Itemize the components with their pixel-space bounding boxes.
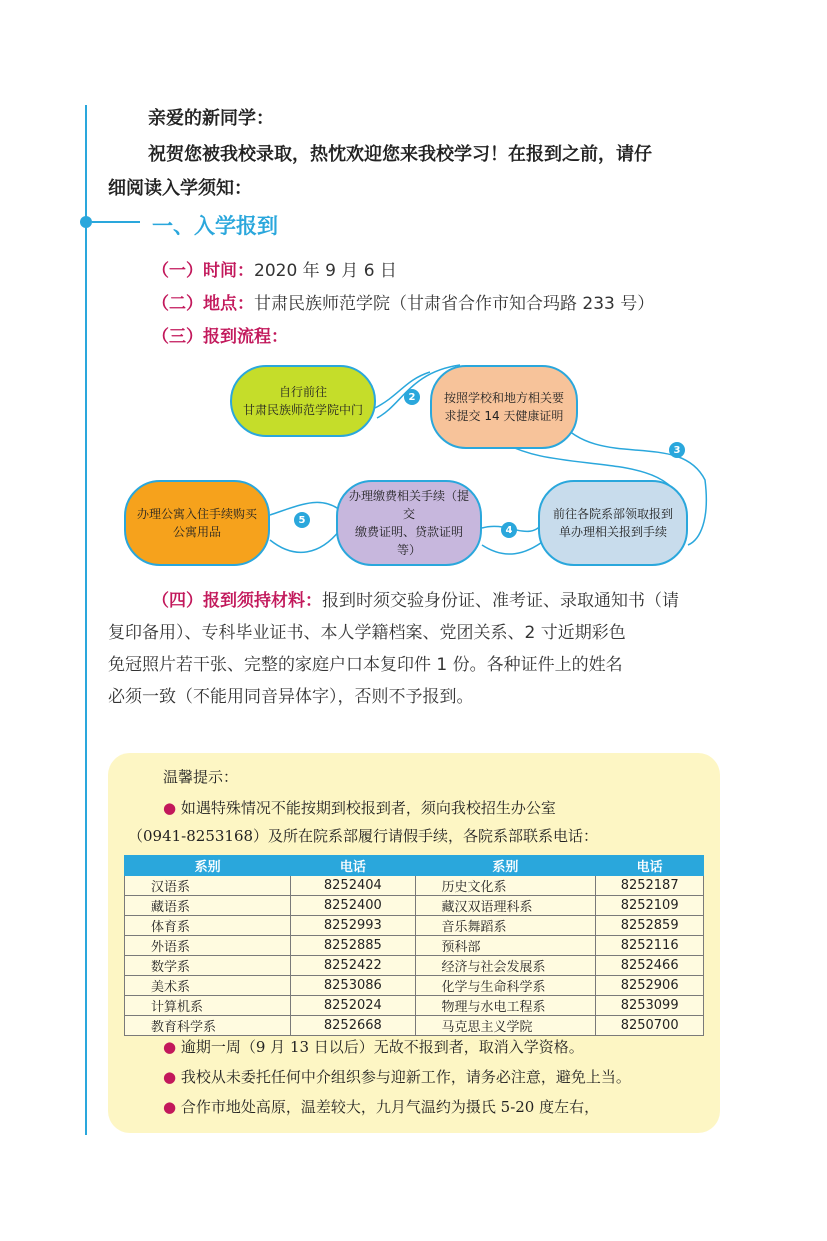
table-row [125, 976, 704, 996]
tip-item-2 [163, 1036, 584, 1057]
section-title: 一、入学报到 [152, 214, 278, 238]
dept-name: 历史文化系 [415, 876, 596, 896]
intro-line-1: 祝贺您被我校录取，热忱欢迎您来我校学习！在报到之前，请仔 [148, 144, 652, 165]
table-row [125, 896, 704, 916]
dept-phone: 8252906 [596, 976, 704, 996]
flow-badge-5: 5 [294, 512, 310, 528]
flow-step-1-line1: 自行前往 [278, 385, 327, 399]
dept-name: 预科部 [415, 936, 596, 956]
materials-line-4: 必须一致（不能用同音异体字），否则不予报到。 [108, 687, 474, 707]
table-row [125, 876, 704, 896]
tip-item-1-line1: 如遇特殊情况不能按期到校报到者，须向我校招生办公室 [180, 799, 556, 817]
dept-phone: 8252993 [291, 916, 415, 936]
dept-name: 音乐舞蹈系 [415, 916, 596, 936]
tip-item-3-text: 我校从未委托任何中介组织参与迎新工作，请务必注意，避免上当。 [180, 1068, 631, 1086]
materials-line-2: 复印备用）、专科毕业证书、本人学籍档案、党团关系、2 寸近期彩色 [108, 623, 626, 643]
dept-phone: 8252859 [596, 916, 704, 936]
dept-phone: 8253086 [291, 976, 415, 996]
dept-phone: 8252668 [291, 1016, 415, 1036]
materials-label: （四）报到须持材料： [152, 591, 322, 611]
dept-phone: 8252404 [291, 876, 415, 896]
flow-badge-2: 2 [404, 389, 420, 405]
bullet-icon: ● [163, 1038, 177, 1056]
materials-line-1: 报到时须交验身份证、准考证、录取通知书（请 [322, 591, 679, 611]
table-row [125, 1016, 704, 1036]
dept-name: 马克思主义学院 [415, 1016, 596, 1036]
tip-item-1-line2: （0941-8253168）及所在院系部履行请假手续，各院系部联系电话： [128, 827, 599, 845]
materials-paragraph [108, 585, 720, 713]
dept-name: 外语系 [125, 936, 291, 956]
dept-name: 数学系 [125, 956, 291, 976]
table-header-row [125, 856, 704, 876]
dept-phone: 8252422 [291, 956, 415, 976]
intro-line-2: 细阅读入学须知： [108, 178, 252, 199]
dept-phone: 8252116 [596, 936, 704, 956]
dept-name: 教育科学系 [125, 1016, 291, 1036]
dept-phone: 8252109 [596, 896, 704, 916]
dept-name: 计算机系 [125, 996, 291, 1016]
flow-step-1 [230, 365, 376, 437]
dept-name: 物理与水电工程系 [415, 996, 596, 1016]
dept-name: 体育系 [125, 916, 291, 936]
flow-badge-4: 4 [501, 522, 517, 538]
dept-phone: 8252466 [596, 956, 704, 976]
flow-step-5-line1: 办理公寓入住手续购买 [136, 507, 257, 521]
tip-item-1 [163, 797, 556, 818]
flow-step-4-line2: 缴费证明、贷款证明等） [354, 525, 463, 557]
flow-step-2 [430, 365, 578, 449]
tip-item-3 [163, 1066, 631, 1087]
bullet-icon: ● [163, 1098, 177, 1116]
bullet-icon: ● [163, 799, 177, 817]
flow-step-3-line1: 前往各院系部领取报到 [552, 507, 673, 521]
header-dept: 系别 [415, 856, 596, 876]
dept-name: 藏语系 [125, 896, 291, 916]
flow-badge-3: 3 [669, 442, 685, 458]
dept-name: 经济与社会发展系 [415, 956, 596, 976]
flow-step-3-line2: 单办理相关报到手续 [558, 525, 667, 539]
flow-step-2-line1: 按照学校和地方相关要 [443, 391, 564, 405]
flow-step-4 [336, 480, 482, 566]
tip-item-4-text: 合作市地处高原，温差较大，九月气温约为摄氏 5-20 度左右， [180, 1098, 600, 1116]
flow-step-1-line2: 甘肃民族师范学院中门 [242, 403, 363, 417]
dept-phone: 8250700 [596, 1016, 704, 1036]
dept-phone: 8252885 [291, 936, 415, 956]
dept-name: 藏汉双语理科系 [415, 896, 596, 916]
process-label: （三）报到流程： [152, 327, 288, 347]
tip-item-4 [163, 1096, 599, 1117]
place-value: 甘肃民族师范学院（甘肃省合作市知合玛路 233 号） [254, 294, 655, 314]
dept-phone-table [124, 855, 704, 1036]
tips-title: 温馨提示： [163, 768, 239, 786]
dept-name: 化学与生命科学系 [415, 976, 596, 996]
place-label: （二）地点： [152, 294, 254, 314]
header-dept: 系别 [125, 856, 291, 876]
bullet-icon: ● [163, 1068, 177, 1086]
header-phone: 电话 [291, 856, 415, 876]
dept-phone: 8252024 [291, 996, 415, 1016]
table-row [125, 936, 704, 956]
time-value: 2020 年 9 月 6 日 [254, 261, 397, 281]
header-phone: 电话 [596, 856, 704, 876]
flow-step-5 [124, 480, 270, 566]
table-row [125, 996, 704, 1016]
dept-phone: 8252400 [291, 896, 415, 916]
dept-phone: 8252187 [596, 876, 704, 896]
dept-name: 美术系 [125, 976, 291, 996]
greeting: 亲爱的新同学： [148, 108, 274, 129]
table-row [125, 916, 704, 936]
tip-item-2-text: 逾期一周（9 月 13 日以后）无故不报到者，取消入学资格。 [180, 1038, 584, 1056]
dept-phone: 8253099 [596, 996, 704, 1016]
flow-step-5-line2: 公寓用品 [172, 525, 221, 539]
flow-step-2-line2: 求提交 14 天健康证明 [444, 409, 564, 423]
table-row [125, 956, 704, 976]
dept-name: 汉语系 [125, 876, 291, 896]
materials-line-3: 免冠照片若干张、完整的家庭户口本复印件 1 份。各种证件上的姓名 [108, 655, 623, 675]
flow-step-4-line1: 办理缴费相关手续（提交 [348, 489, 469, 521]
flow-step-3 [538, 480, 688, 566]
time-label: （一）时间： [152, 261, 254, 281]
